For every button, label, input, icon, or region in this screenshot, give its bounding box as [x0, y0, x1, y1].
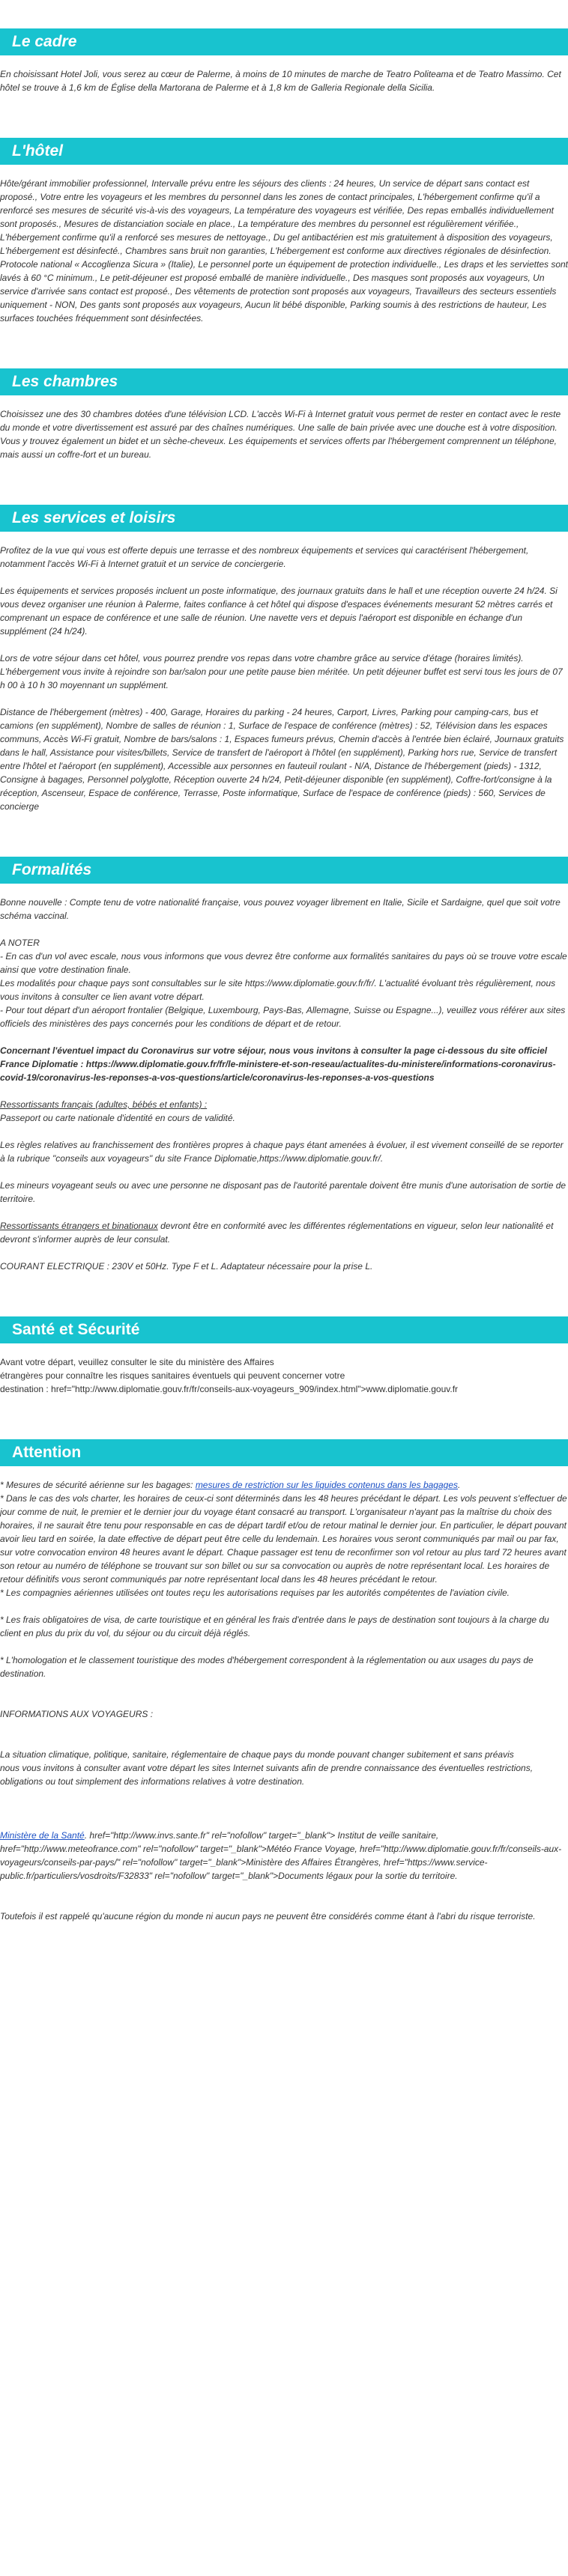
formalites-ress-fr-text: Passeport ou carte nationale d'identité en cours de validité. — [0, 1113, 235, 1123]
formalites-note-3: - Pour tout départ d'un aéroport frontalier (Belgique, Luxembourg, Pays-Bas, Allemagne, Suisse ou Espagne...), veuillez vous référer aux sites officiels des ministères des pays concernés pour les conditions de départ et de retour. — [0, 1005, 566, 1029]
section-sante — [0, 1316, 568, 1396]
section-header-chambres — [0, 368, 568, 395]
cadre-text: En choisissant Hotel Joli, vous serez au cœur de Palerme, à moins de 10 minutes de marche de Teatro Politeama et de Teatro Massimo. Cet hôtel se trouve à 1,6 km de Église della Martorana de Palerme et à 1,8 km de Galleria Regionale della Sicilia. — [0, 69, 561, 93]
formalites-note-2: Les modalités pour chaque pays sont consultables sur le site https://www.diplomatie.gouv.fr/fr/. L'actualité évoluant très régulièrement, nous vous invitons à consulter ce lien avant votre départ. — [0, 978, 556, 1002]
chambres-text: Choisissez une des 30 chambres dotées d'une télévision LCD. L'accès Wi-Fi à Internet gratuit vous permet de rester en contact avec le reste du monde et votre divertissement est assuré par des chaînes numériques. Une salle de bain privée avec une douche est à votre disposition. Vous y trouvez également un bidet et un sèche-cheveux. Les équipements et services offerts par l'hébergement comprennent un téléphone, mais aussi un coffre-fort et un bureau. — [0, 409, 561, 460]
section-title-services: Les services et loisirs — [12, 509, 176, 526]
section-formalites — [0, 857, 568, 1273]
attention-links-text: . href="http://www.invs.sante.fr" rel="nofollow" target="_blank"> Institut de veille sanitaire, href="http://www.meteofrance.com" rel="nofollow" target="_blank">Météo France Voyage, href="http://www.diplomatie.gouv.fr/fr/conseils-aux-voyageurs/conseils-par-pays/" rel="nofollow" target="_blank">Ministère des Affaires Étrangères, href="https://www.service-public.fr/particuliers/vosdroits/F32833" rel="nofollow" target="_blank">Documents légaux pour la sortie du territoire. — [0, 1830, 562, 1881]
formalites-mineurs: Les mineurs voyageant seuls ou avec une personne ne disposant pas de l'autorité parentale doivent être munis d'une autorisation de sortie de territoire. — [0, 1180, 567, 1204]
attention-mesure-3: * Les compagnies aériennes utilisées ont toutes reçu les autorisations requises par les autorités compétentes de l'aviation civile. — [0, 1588, 510, 1598]
section-title-formalites: Formalités — [12, 861, 92, 878]
attention-info-1: La situation climatique, politique, sanitaire, réglementaire de chaque pays du monde pouvant changer subitement et sans préavis — [0, 1749, 514, 1760]
formalites-regles: Les règles relatives au franchissement des frontières propres à chaque pays étant amenées à évoluer, il est vivement conseillé de se reporter à la rubrique "conseils aux voyageurs" du site France Diplomatie,https://www.diplomatie.gouv.fr/. — [0, 1140, 564, 1164]
services-text-2: Les équipements et services proposés incluent un poste informatique, des journaux gratuits dans le hall et une réception ouverte 24 h/24. Si vous devez organiser une réunion à Palerme, faites confiance à cet hôtel qui dispose d'espaces événements mesurant 52 mètres carrés et comprenant un espace de conférence et une salle de réunion. Une navette vers et depuis l'aéroport est disponible en échange d'un supplément (24 h/24). — [0, 586, 558, 637]
section-header-sante — [0, 1316, 568, 1343]
formalites-ress-etr — [0, 1219, 568, 1246]
ministere-sante-link[interactable]: Ministère de la Santé — [0, 1830, 85, 1841]
formalites-coronavirus: Concernant l'éventuel impact du Coronavirus sur votre séjour, nous vous invitons à consulter la page ci-dessous du site officiel France Diplomatie : https://www.diplomatie.gouv.fr/fr/le-ministere-et-son-reseau/actualites-du-ministere/informations-coronavirus-covid-19/coronavirus-les-reponses-a-vos-questions/article/coronavirus-les-reponses-a-vos-questions — [0, 1045, 556, 1083]
section-title-hotel: L'hôtel — [12, 142, 63, 160]
section-header-services — [0, 505, 568, 532]
attention-mesure-5: * L'homologation et le classement touristique des modes d'hébergement correspondent à la réglementation ou aux usages du pays de destination. — [0, 1655, 534, 1679]
formalites-note-title: A NOTER — [0, 938, 40, 948]
section-header-hotel — [0, 138, 568, 165]
section-attention — [0, 1439, 568, 1923]
attention-mesure-1-suffix: . — [458, 1480, 461, 1490]
section-header-attention — [0, 1439, 568, 1466]
section-title-chambres: Les chambres — [12, 373, 118, 390]
formalites-courant: COURANT ELECTRIQUE : 230V et 50Hz. Type F et L. Adaptateur nécessaire pour la prise L. — [0, 1261, 373, 1272]
section-title-sante: Santé et Sécurité — [12, 1321, 140, 1338]
sante-line-3: destination : href="http://www.diplomatie.gouv.fr/fr/conseils-aux-voyageurs_909/index.html">www.diplomatie.gouv.fr — [0, 1384, 459, 1394]
section-title-cadre: Le cadre — [12, 33, 77, 50]
sante-line-1: Avant votre départ, veuillez consulter le site du ministère des Affaires — [0, 1357, 274, 1367]
section-header-formalites — [0, 857, 568, 884]
attention-final: Toutefois il est rappelé qu'aucune région du monde ni aucun pays ne peuvent être considérés comme étant à l'abri du risque terroriste. — [0, 1911, 536, 1922]
liquides-restriction-link[interactable]: mesures de restriction sur les liquides contenus dans les bagages — [195, 1480, 459, 1490]
section-header-cadre — [0, 28, 568, 55]
section-title-attention: Attention — [12, 1444, 82, 1461]
formalites-ress-etr-text: devront être en conformité avec les différentes réglementations en vigueur, selon leur nationalité et devront s'informer auprès de leur consulat. — [0, 1221, 554, 1245]
formalites-intro: Bonne nouvelle : Compte tenu de votre nationalité française, vous pouvez voyager librement en Italie, Sicile et Sardaigne, quel que soit votre schéma vaccinal. — [0, 897, 561, 921]
sante-line-2: étrangères pour connaître les risques sanitaires éventuels qui peuvent concerner votre — [0, 1370, 345, 1381]
formalites-ress-etr-label: Ressortissants étrangers et binationaux — [0, 1221, 158, 1231]
formalites-note-1: - En cas d'un vol avec escale, nous vous informons que vous devrez être conforme aux formalités sanitaires du pays où se trouve votre escale ainsi que votre destination finale. — [0, 951, 567, 975]
formalites-ress-fr-label: Ressortissants français (adultes, bébés et enfants) : — [0, 1099, 208, 1110]
services-text-1: Profitez de la vue qui vous est offerte depuis une terrasse et des nombreux équipements et services qui caractérisent l'hébergement, notamment l'accès Wi-Fi à Internet gratuit et un service de conciergerie. — [0, 545, 529, 569]
services-text-4: Distance de l'hébergement (mètres) - 400, Garage, Horaires du parking - 24 heures, Carport, Livres, Parking pour camping-cars, bus et camions (en supplément), Nombre de salles de réunion : 1, Surface de l'espace de conférence (mètres) : 52, Télévision dans les espaces communs, Accès Wi-Fi gratuit, Nombre de bars/salons : 1, Espaces fumeurs prévus, Chemin d'accès à l'entrée bien éclairé, Journaux gratuits dans le hall, Assistance pour visites/billets, Service de transfert de l'aéroport à l'hôtel (en supplément), Parking hors rue, Service de transfert entre l'hôtel et l'aéroport (en supplément), Accessible aux personnes en fauteuil roulant - N/A, Distance de l'hébergement (pieds) - 1312, Consigne à bagages, Personnel polyglotte, Réception ouverte 24 h/24, Petit-déjeuner disponible (en supplément), Coffre-fort/consigne à la réception, Ascenseur, Espace de conférence, Terrasse, Poste informatique, Surface de l'espace de conférence (pieds) : 560, Services de concierge — [0, 707, 564, 812]
attention-mesure-2: * Dans le cas des vols charter, les horaires de ceux-ci sont déterminés dans les 48 heures précédant le départ. Les vols peuvent s'effectuer de jour comme de nuit, le premier et le dernier jour du voyage étant consacré au transport. L'organisateur n'ayant pas la maîtrise du choix des horaires, il ne saurait être tenu pour responsable en cas de départ tardif et/ou de retour matinal le dernier jour. En particulier, le départ pouvant avoir lieu tard en soirée, la date effective de départ peut être celle du lendemain. Les horaires vous seront communiqués par mail ou par fax, sur votre convocation environ 48 heures avant le départ. Chaque passager est tenu de reconfirmer son vol retour au plus tard 72 heures avant son retour au numéro de téléphone se trouvant sur son billet ou sur sa convocation ou auprès de notre représentant local. Les horaires de retour définitifs vous seront communiqués par notre représentant local dans les 48 heures précédant le retour. — [0, 1493, 567, 1585]
attention-mesure-1-prefix: * Mesures de sécurité aérienne sur les bagages: — [0, 1480, 196, 1490]
section-cadre — [0, 28, 568, 94]
attention-info-2: nous vous invitons à consulter avant votre départ les sites Internet suivants afin de prendre connaissance des éventuelles restrictions, obligations ou tout simplement des informations relatives à votre destination. — [0, 1763, 534, 1787]
section-chambres — [0, 368, 568, 461]
hotel-text: Hôte/gérant immobilier professionnel, Intervalle prévu entre les séjours des clients : 24 heures, Un service de départ sans contact est proposé., Votre entre les voyageurs et les membres du personnel dans les zones de contact principales, L'hébergement confirme qu'il a renforcé ses mesures de sécurité vis-à-vis des voyageurs, La température des voyageurs est vérifiée, Des repas emballés individuellement sont proposés., Mesures de distanciation sociale en place., La température des membres du personnel est régulièrement vérifiée., L'hébergement confirme qu'il a renforcé ses mesures de nettoyage., Du gel antibactérien est mis gratuitement à disposition des voyageurs, L'hébergement est désinfecté., Chambres sans bruit non garanties, L'hébergement est conforme aux directives régionales de désinfection. Protocole national « Accoglienza Sicura » (Italie), Le personnel porte un équipement de protection individuelle., Les draps et les serviettes sont lavés à 60 °C minimum., Le petit-déjeuner est proposé emballé de manière individuelle., Des masques sont proposés aux voyageurs, Un service d'arrivée sans contact est proposé., Des vêtements de protection sont proposés aux voyageurs, Travailleurs des secteurs essentiels uniquement - NON, Des gants sont proposés aux voyageurs, Aucun lit bébé disponible, Parking soumis à des restrictions de hauteur, Les surfaces touchées fréquemment sont désinfectées. — [0, 178, 568, 323]
attention-links — [0, 1829, 568, 1883]
section-services — [0, 505, 568, 813]
section-hotel — [0, 138, 568, 325]
attention-mesure-1 — [0, 1478, 568, 1492]
services-text-3: Lors de votre séjour dans cet hôtel, vous pourrez prendre vos repas dans votre chambre grâce au service d'étage (horaires limités). L'hébergement vous invite à rejoindre son bar/salon pour une petite pause bien méritée. Un petit déjeuner buffet est servi tous les jours de 07 h 00 à 10 h 30 moyennant un supplément. — [0, 653, 563, 690]
attention-info-title: INFORMATIONS AUX VOYAGEURS : — [0, 1709, 154, 1719]
attention-mesure-4: * Les frais obligatoires de visa, de carte touristique et en général les frais d'entrée dans le pays de destination sont toujours à la charge du client en plus du prix du vol, du séjour ou du circuit déjà réglés. — [0, 1614, 549, 1638]
